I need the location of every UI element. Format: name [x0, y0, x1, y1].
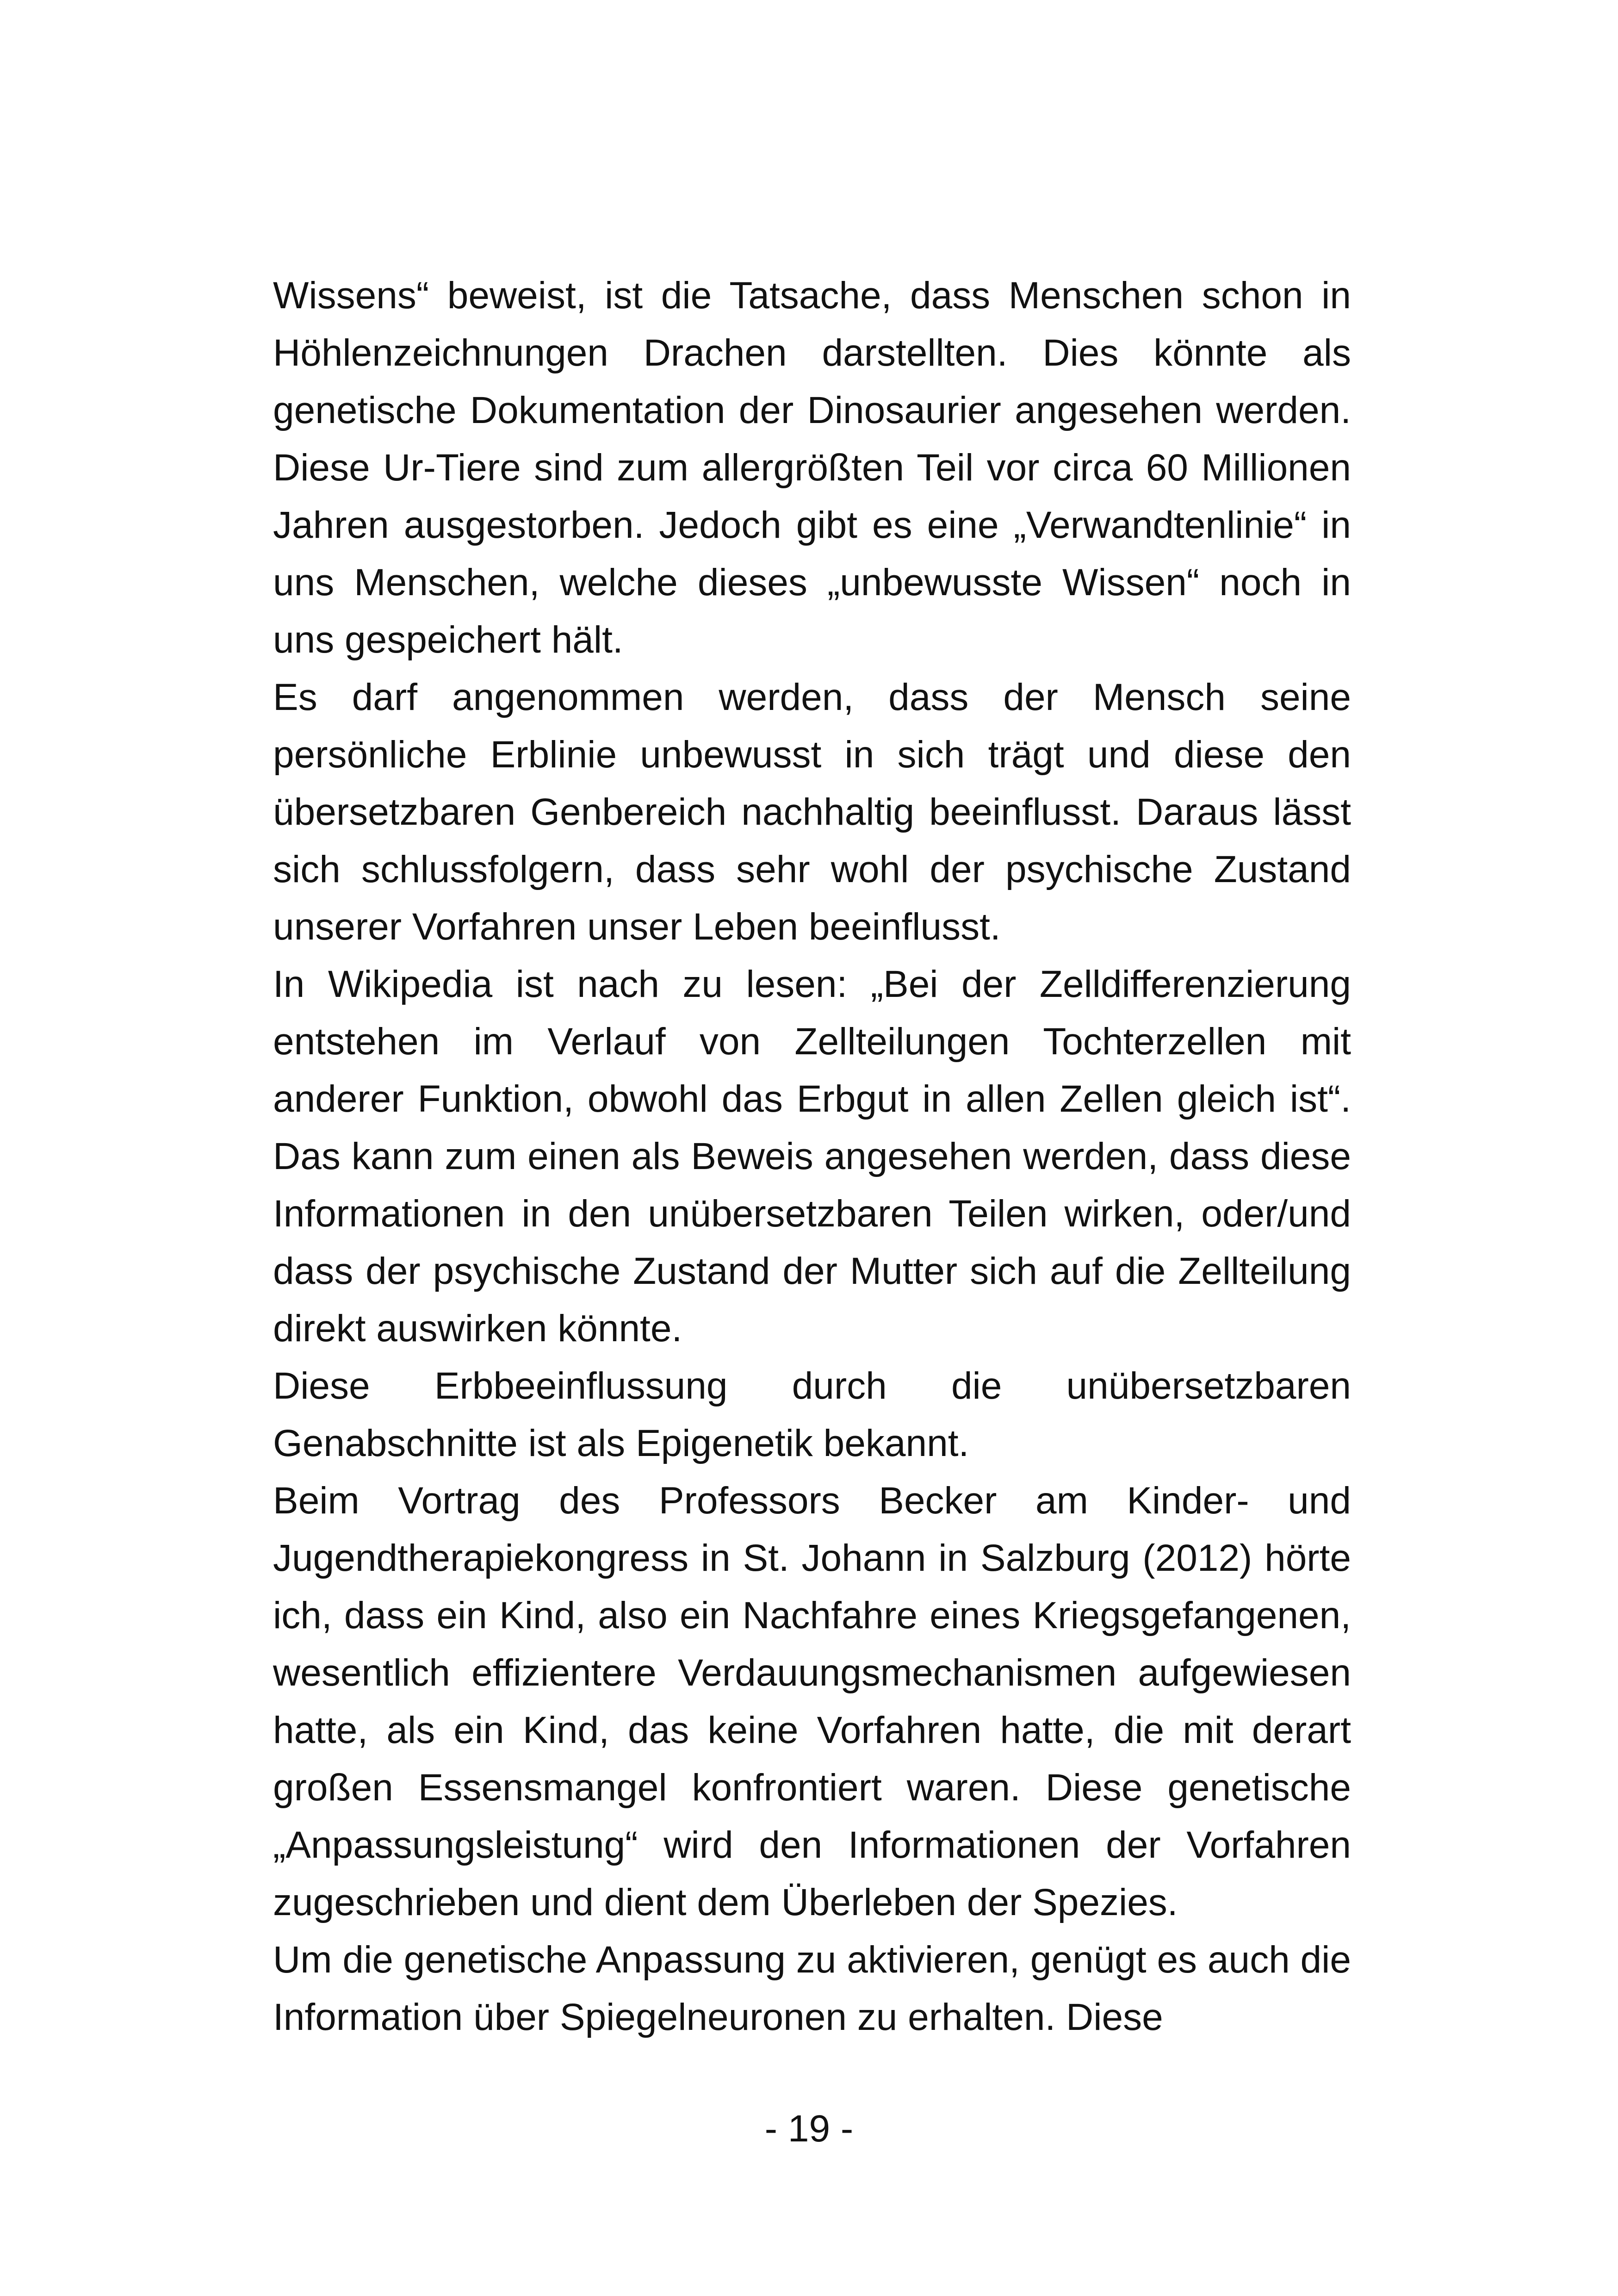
paragraph: Es darf angenommen werden, dass der Mensch seine persönliche Erblinie unbewusst in sich trägt und diese den übersetzbaren Genbereich nachhaltig beeinflusst. Daraus lässt sich schlussfolgern, dass sehr wohl der psychische Zustand unserer Vorfahren unser Leben beeinflusst. [273, 676, 1351, 948]
paragraph: Beim Vortrag des Professors Becker am Kinder- und Jugendtherapiekongress in St. Johann in Salzburg (2012) hörte ich, dass ein Kind, also ein Nachfahre eines Kriegsgefangenen, wesentlich effizientere Verdauungsmechanismen aufgewiesen hatte, als ein Kind, das keine Vorfahren hatte, die mit derart großen Essensmangel konfrontiert waren. Diese genetische „Anpassungsleistung“ wird den Informationen der Vorfahren zugeschrieben und dient dem Überleben der Spezies. [273, 1480, 1351, 1923]
body-text [273, 267, 1351, 2046]
page-number: - 19 - [764, 2108, 854, 2150]
paragraph: Um die genetische Anpassung zu aktivieren, genügt es auch die Information über Spiegelneuronen zu erhalten. Diese [273, 1939, 1351, 2038]
paragraph: Wissens“ beweist, ist die Tatsache, dass Menschen schon in Höhlenzeichnungen Drachen darstellten. Dies könnte als genetische Dokumentation der Dinosaurier angesehen werden. Diese Ur-Tiere sind zum allergrößten Teil vor circa 60 Millionen Jahren ausgestorben. Jedoch gibt es eine „Verwandtenlinie“ in uns Menschen, welche dieses „unbewusste Wissen“ noch in uns gespeichert hält. [273, 274, 1351, 661]
paragraph: Diese Erbbeeinflussung durch die unübersetzbaren Genabschnitte ist als Epigenetik bekannt. [273, 1365, 1351, 1464]
paragraph: In Wikipedia ist nach zu lesen: „Bei der Zelldifferenzierung entstehen im Verlauf von Zellteilungen Tochterzellen mit anderer Funktion, obwohl das Erbgut in allen Zellen gleich ist“. Das kann zum einen als Beweis angesehen werden, dass diese Informationen in den unübersetzbaren Teilen wirken, oder/und dass der psychische Zustand der Mutter sich auf die Zellteilung direkt auswirken könnte. [273, 963, 1351, 1350]
